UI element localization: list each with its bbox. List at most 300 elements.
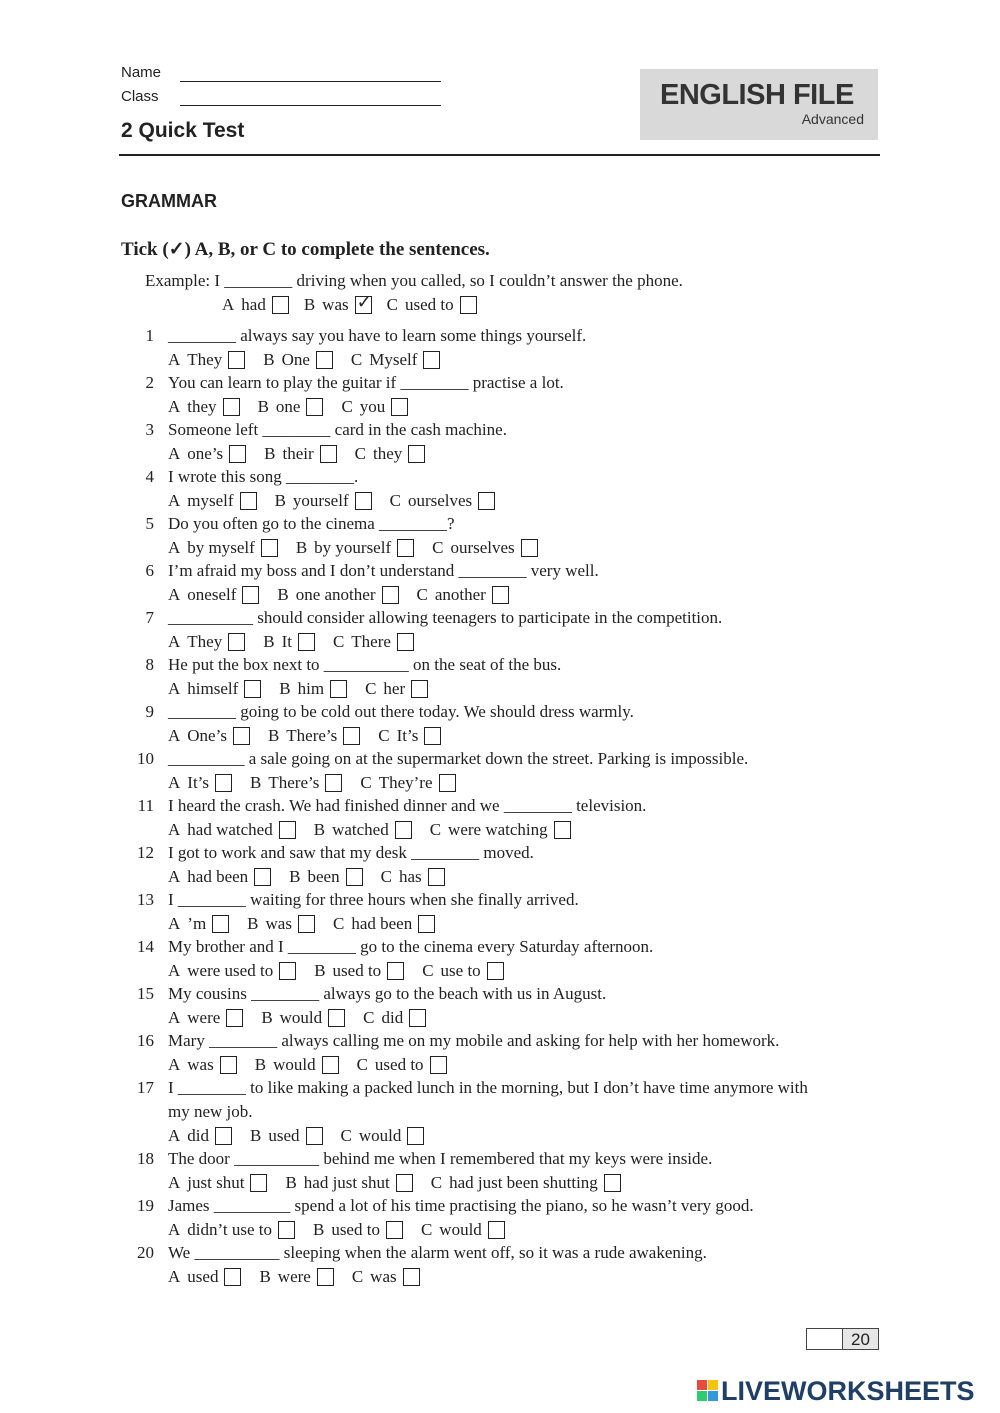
option-text: just shut xyxy=(187,1173,245,1192)
option-c xyxy=(365,679,428,699)
option-text: one another xyxy=(295,585,376,604)
question-text: I ________ waiting for three hours when she finally arrived. xyxy=(168,890,579,909)
question-text: Mary ________ always calling me on my mobile and asking for help with her homework. xyxy=(168,1031,780,1050)
option-c xyxy=(432,538,538,558)
example-options xyxy=(222,292,492,315)
answer-checkbox[interactable] xyxy=(408,445,425,463)
option-text: their xyxy=(282,444,314,463)
example-option-b xyxy=(303,292,372,315)
option-a xyxy=(168,538,278,558)
option-b xyxy=(250,1126,323,1146)
question-options xyxy=(168,444,443,464)
option-text: It’s xyxy=(187,773,210,792)
question-text: ________ going to be cold out there today. We should dress warmly. xyxy=(168,702,634,721)
option-b xyxy=(263,350,333,370)
option-text: had just shut xyxy=(303,1173,390,1192)
question-number: 16 xyxy=(137,1031,154,1050)
option-c xyxy=(360,773,455,793)
answer-checkbox[interactable] xyxy=(240,492,257,510)
option-text: used to xyxy=(332,961,382,980)
answer-checkbox[interactable] xyxy=(261,539,278,557)
option-letter: C xyxy=(430,1173,443,1192)
option-letter: B xyxy=(254,1055,267,1074)
option-letter: B xyxy=(250,1126,262,1145)
option-b xyxy=(261,1008,345,1028)
option-letter: C xyxy=(332,914,345,933)
answer-checkbox[interactable] xyxy=(424,727,441,745)
logo-subtitle: Advanced xyxy=(801,111,864,127)
option-text: was xyxy=(187,1055,214,1074)
option-letter: A xyxy=(168,397,181,416)
question-text: I’m afraid my boss and I don’t understand ________ very well. xyxy=(168,561,599,580)
option-text: didn’t use to xyxy=(187,1220,272,1239)
option-letter: A xyxy=(168,726,181,745)
option-a xyxy=(168,1267,241,1287)
answer-checkbox[interactable] xyxy=(215,774,232,792)
question-options xyxy=(168,1008,444,1028)
question-number: 18 xyxy=(137,1149,154,1168)
answer-checkbox[interactable] xyxy=(382,586,399,604)
option-text: watched xyxy=(332,820,389,839)
option-c xyxy=(390,491,496,511)
option-letter: C xyxy=(432,538,444,557)
option-c xyxy=(341,397,408,417)
option-letter: C xyxy=(351,1267,364,1286)
option-c xyxy=(352,1267,420,1287)
question-number: 5 xyxy=(145,514,154,533)
option-letter: B xyxy=(274,491,286,510)
question-text: He put the box next to __________ on the seat of the bus. xyxy=(168,655,562,674)
answer-checkbox[interactable] xyxy=(488,1221,505,1239)
question-text: We __________ sleeping when the alarm went off, so it was a rude awakening. xyxy=(168,1243,707,1262)
question-number: 1 xyxy=(145,326,154,345)
class-field[interactable] xyxy=(180,105,441,106)
option-letter: C xyxy=(360,773,372,792)
answer-checkbox[interactable] xyxy=(322,1056,339,1074)
name-field[interactable] xyxy=(180,81,441,82)
option-a xyxy=(168,350,245,370)
option-text: they xyxy=(187,397,217,416)
answer-checkbox[interactable] xyxy=(223,398,240,416)
option-letter: A xyxy=(168,1173,181,1192)
option-c xyxy=(431,1173,621,1193)
answer-checkbox[interactable] xyxy=(228,351,245,369)
option-letter: C xyxy=(420,1220,433,1239)
option-text: had been xyxy=(351,914,413,933)
option-letter: A xyxy=(168,1126,181,1145)
answer-checkbox[interactable] xyxy=(346,868,363,886)
option-text: had been xyxy=(187,867,249,886)
option-letter: C xyxy=(354,444,367,463)
option-c xyxy=(333,632,414,652)
answer-checkbox[interactable] xyxy=(228,633,245,651)
answer-checkbox[interactable] xyxy=(320,445,337,463)
answer-checkbox[interactable] xyxy=(250,1174,267,1192)
question-number: 11 xyxy=(137,796,154,815)
option-a xyxy=(168,820,296,840)
option-letter: A xyxy=(168,350,181,369)
question-number: 9 xyxy=(145,702,154,721)
example-option-a xyxy=(222,295,289,315)
option-a xyxy=(168,585,259,605)
question-number: 10 xyxy=(137,749,154,768)
option-text: had just been shutting xyxy=(449,1173,598,1192)
answer-checkbox[interactable] xyxy=(418,915,435,933)
option-b xyxy=(314,820,412,840)
option-c xyxy=(351,350,441,370)
answer-checkbox[interactable] xyxy=(278,1221,295,1239)
answer-checkbox[interactable] xyxy=(229,445,246,463)
option-b xyxy=(275,491,372,511)
answer-checkbox[interactable] xyxy=(212,915,229,933)
question-text: You can learn to play the guitar if ________ practise a lot. xyxy=(168,373,564,392)
option-letter: C xyxy=(386,295,398,314)
answer-checkbox[interactable] xyxy=(521,539,538,557)
option-text: used to xyxy=(404,295,454,314)
option-text: use to xyxy=(440,961,481,980)
question-number: 12 xyxy=(137,843,154,862)
answer-checkbox[interactable] xyxy=(403,1268,420,1286)
option-text: There xyxy=(351,632,391,651)
option-letter: C xyxy=(363,1008,375,1027)
option-letter: C xyxy=(340,1126,352,1145)
option-text: One’s xyxy=(187,726,227,745)
option-text: was xyxy=(370,1267,397,1286)
question-options xyxy=(168,867,463,887)
question-number: 2 xyxy=(145,373,154,392)
option-a xyxy=(168,679,261,699)
option-text: had xyxy=(241,295,266,314)
answer-checkbox[interactable] xyxy=(298,915,315,933)
option-letter: B xyxy=(277,585,289,604)
option-text: they xyxy=(373,444,403,463)
option-a xyxy=(168,632,245,652)
answer-checkbox[interactable] xyxy=(439,774,456,792)
question-text: Do you often go to the cinema ________? xyxy=(168,514,455,533)
option-text: myself xyxy=(187,491,234,510)
option-letter: B xyxy=(264,444,276,463)
answer-checkbox[interactable] xyxy=(279,962,296,980)
instruction: Tick (✓) A, B, or C to complete the sentences. xyxy=(121,239,490,260)
option-letter: C xyxy=(378,726,390,745)
question-options xyxy=(168,914,453,934)
option-c xyxy=(378,726,441,746)
answer-checkbox[interactable] xyxy=(396,1174,413,1192)
answer-checkbox[interactable] xyxy=(604,1174,621,1192)
question-options xyxy=(168,350,458,370)
answer-checkbox[interactable] xyxy=(254,868,271,886)
option-b xyxy=(258,397,324,417)
answer-checkbox[interactable] xyxy=(224,1268,241,1286)
option-a xyxy=(168,773,232,793)
watermark-text: LIVEWORKSHEETS xyxy=(721,1376,975,1406)
answer-checkbox[interactable] xyxy=(317,1268,334,1286)
option-text: did xyxy=(187,1126,210,1145)
option-letter: C xyxy=(422,961,434,980)
option-letter: A xyxy=(168,585,181,604)
option-c xyxy=(421,1220,505,1240)
liveworksheets-logo-icon xyxy=(697,1378,719,1404)
option-text: It xyxy=(281,632,292,651)
question-text: __________ should consider allowing teenagers to participate in the competition. xyxy=(168,608,723,627)
answer-checkbox[interactable] xyxy=(407,1127,424,1145)
option-letter: B xyxy=(261,1008,273,1027)
question-number: 17 xyxy=(137,1078,154,1097)
option-c xyxy=(333,914,435,934)
option-c xyxy=(417,585,509,605)
answer-checkbox[interactable] xyxy=(330,680,347,698)
option-letter: B xyxy=(285,1173,297,1192)
option-text: has xyxy=(398,867,422,886)
score-input-box[interactable] xyxy=(806,1328,843,1350)
question-text: My cousins ________ always go to the beach with us in August. xyxy=(168,984,607,1003)
option-text: him xyxy=(297,679,325,698)
question-number: 15 xyxy=(137,984,154,1003)
class-label: Class xyxy=(121,88,159,105)
section-title: GRAMMAR xyxy=(121,191,217,211)
option-a xyxy=(168,867,271,887)
option-text: used xyxy=(187,1267,219,1286)
question-options xyxy=(168,773,474,793)
option-b xyxy=(279,679,347,699)
option-letter: B xyxy=(247,914,259,933)
name-label: Name xyxy=(121,64,162,81)
option-letter: A xyxy=(168,538,181,557)
option-text: were xyxy=(187,1008,221,1027)
option-letter: A xyxy=(168,773,181,792)
option-text: were used to xyxy=(187,961,274,980)
option-text: used xyxy=(268,1126,300,1145)
answer-checkbox[interactable] xyxy=(492,586,509,604)
option-text: They xyxy=(187,632,223,651)
example-checkbox-a xyxy=(272,296,289,314)
option-letter: B xyxy=(313,820,326,839)
answer-checkbox[interactable] xyxy=(411,680,428,698)
question-text: I wrote this song ________. xyxy=(168,467,359,486)
option-text: They xyxy=(187,350,223,369)
option-a xyxy=(168,961,296,981)
option-text: was xyxy=(322,295,349,314)
answer-checkbox[interactable] xyxy=(306,1127,323,1145)
question-text: The door __________ behind me when I remembered that my keys were inside. xyxy=(168,1149,713,1168)
option-b xyxy=(314,961,404,981)
header-divider xyxy=(119,154,880,156)
answer-checkbox[interactable] xyxy=(397,633,414,651)
option-letter: A xyxy=(168,444,181,463)
answer-checkbox[interactable] xyxy=(298,633,315,651)
example-option-c xyxy=(387,295,477,315)
option-b xyxy=(268,726,360,746)
option-letter: A xyxy=(168,961,181,980)
answer-checkbox[interactable] xyxy=(242,586,259,604)
question-number: 19 xyxy=(137,1196,154,1215)
answer-checkbox[interactable] xyxy=(487,962,504,980)
option-a xyxy=(168,1126,232,1146)
question-text: I ________ to like making a packed lunch in the morning, but I don’t have time anymore with xyxy=(168,1078,808,1097)
question-options xyxy=(168,1267,438,1287)
answer-checkbox[interactable] xyxy=(244,680,261,698)
option-letter: A xyxy=(168,1267,181,1286)
option-letter: B xyxy=(257,397,269,416)
answer-checkbox[interactable] xyxy=(391,398,408,416)
answer-checkbox[interactable] xyxy=(306,398,323,416)
answer-checkbox[interactable] xyxy=(395,821,412,839)
option-letter: C xyxy=(380,867,392,886)
option-text: you xyxy=(359,397,386,416)
option-letter: A xyxy=(168,1008,181,1027)
question-options xyxy=(168,1126,442,1146)
option-text: one xyxy=(275,397,301,416)
option-a xyxy=(168,1173,267,1193)
english-file-logo xyxy=(640,69,878,140)
question-options xyxy=(168,726,459,746)
option-letter: B xyxy=(263,350,275,369)
question-options xyxy=(168,1173,639,1193)
option-text: himself xyxy=(187,679,239,698)
option-letter: B xyxy=(312,1220,325,1239)
question-text: My brother and I ________ go to the cinema every Saturday afternoon. xyxy=(168,937,654,956)
option-text: used to xyxy=(374,1055,424,1074)
option-letter: B xyxy=(259,1267,271,1286)
option-letter: C xyxy=(389,491,401,510)
option-letter: A xyxy=(168,1055,181,1074)
answer-checkbox[interactable] xyxy=(430,1056,447,1074)
page-title: 2 Quick Test xyxy=(121,119,245,142)
option-letter: B xyxy=(267,726,280,745)
option-text: did xyxy=(381,1008,404,1027)
answer-checkbox[interactable] xyxy=(316,351,333,369)
option-letter: A xyxy=(168,867,181,886)
option-letter: A xyxy=(168,914,181,933)
question-options xyxy=(168,632,432,652)
option-text: was xyxy=(265,914,292,933)
answer-checkbox[interactable] xyxy=(325,774,342,792)
option-text: used to xyxy=(331,1220,380,1239)
option-text: It’s xyxy=(396,726,419,745)
question-number: 3 xyxy=(145,420,154,439)
logo-title: ENGLISH FILE xyxy=(660,79,854,111)
option-b xyxy=(313,1220,403,1240)
option-letter: C xyxy=(365,679,377,698)
option-a xyxy=(168,1008,243,1028)
option-b xyxy=(255,1055,339,1075)
option-text: They’re xyxy=(378,773,433,792)
option-b xyxy=(263,632,315,652)
answer-checkbox[interactable] xyxy=(478,492,495,510)
option-text: been xyxy=(307,867,340,886)
question-number: 8 xyxy=(145,655,154,674)
option-c xyxy=(355,444,426,464)
option-b xyxy=(247,914,315,934)
option-a xyxy=(168,397,240,417)
answer-checkbox[interactable] xyxy=(397,539,414,557)
question-options xyxy=(168,961,522,981)
question-options xyxy=(168,538,556,558)
option-letter: B xyxy=(263,632,275,651)
checkmark-icon: ✓ xyxy=(356,292,372,312)
answer-checkbox[interactable] xyxy=(343,727,360,745)
question-options xyxy=(168,820,589,840)
option-letter: B xyxy=(314,961,326,980)
option-text: Myself xyxy=(369,350,418,369)
question-options xyxy=(168,1220,523,1240)
option-text: ourselves xyxy=(407,491,473,510)
option-text: would xyxy=(358,1126,402,1145)
option-a xyxy=(168,1055,237,1075)
question-number: 20 xyxy=(137,1243,154,1262)
answer-checkbox[interactable] xyxy=(428,868,445,886)
question-number: 6 xyxy=(145,561,154,580)
question-number: 7 xyxy=(145,608,154,627)
option-letter: A xyxy=(168,632,181,651)
option-letter: C xyxy=(429,820,442,839)
option-letter: B xyxy=(289,867,301,886)
option-letter: B xyxy=(303,295,316,314)
option-text: ’m xyxy=(187,914,207,933)
question-options xyxy=(168,491,513,511)
answer-checkbox[interactable] xyxy=(355,492,372,510)
option-text: another xyxy=(434,585,486,604)
question-text: I got to work and saw that my desk ________ moved. xyxy=(168,843,534,862)
option-letter: B xyxy=(250,773,262,792)
question-text: James _________ spend a lot of his time practising the piano, so he wasn’t very good. xyxy=(168,1196,754,1215)
answer-checkbox[interactable] xyxy=(386,1221,403,1239)
example-sentence: Example: I ________ driving when you called, so I couldn’t answer the phone. xyxy=(145,271,683,290)
option-c xyxy=(341,1126,425,1146)
option-letter: B xyxy=(279,679,291,698)
option-a xyxy=(168,444,246,464)
answer-checkbox[interactable] xyxy=(423,351,440,369)
option-text: yourself xyxy=(292,491,349,510)
option-c xyxy=(422,961,503,981)
option-text: by yourself xyxy=(314,538,392,557)
option-text: ourselves xyxy=(450,538,515,557)
answer-checkbox[interactable] xyxy=(328,1009,345,1027)
question-number: 14 xyxy=(137,937,154,956)
question-options xyxy=(168,1055,465,1075)
answer-checkbox[interactable] xyxy=(215,1127,232,1145)
option-b xyxy=(250,773,342,793)
option-text: her xyxy=(383,679,406,698)
answer-checkbox[interactable] xyxy=(226,1009,243,1027)
option-c xyxy=(430,820,571,840)
question-text: _________ a sale going on at the supermarket down the street. Parking is impossible. xyxy=(168,749,749,768)
answer-checkbox[interactable] xyxy=(409,1009,426,1027)
option-a xyxy=(168,491,257,511)
answer-checkbox[interactable] xyxy=(279,821,296,839)
answer-checkbox[interactable] xyxy=(233,727,250,745)
option-text: had watched xyxy=(187,820,273,839)
option-letter: A xyxy=(168,1220,181,1239)
option-text: by myself xyxy=(187,538,255,557)
option-b xyxy=(264,444,337,464)
option-letter: C xyxy=(350,350,363,369)
option-b xyxy=(285,1173,412,1193)
option-text: One xyxy=(281,350,310,369)
answer-checkbox[interactable] xyxy=(220,1056,237,1074)
answer-checkbox[interactable] xyxy=(554,821,571,839)
question-number: 13 xyxy=(137,890,154,909)
answer-checkbox[interactable] xyxy=(387,962,404,980)
option-letter: B xyxy=(295,538,308,557)
option-letter: A xyxy=(222,295,235,314)
option-text: were xyxy=(277,1267,311,1286)
question-options xyxy=(168,679,446,699)
option-letter: C xyxy=(356,1055,368,1074)
question-text: I heard the crash. We had finished dinner and we ________ television. xyxy=(168,796,647,815)
option-text: oneself xyxy=(187,585,237,604)
option-b xyxy=(289,867,362,887)
